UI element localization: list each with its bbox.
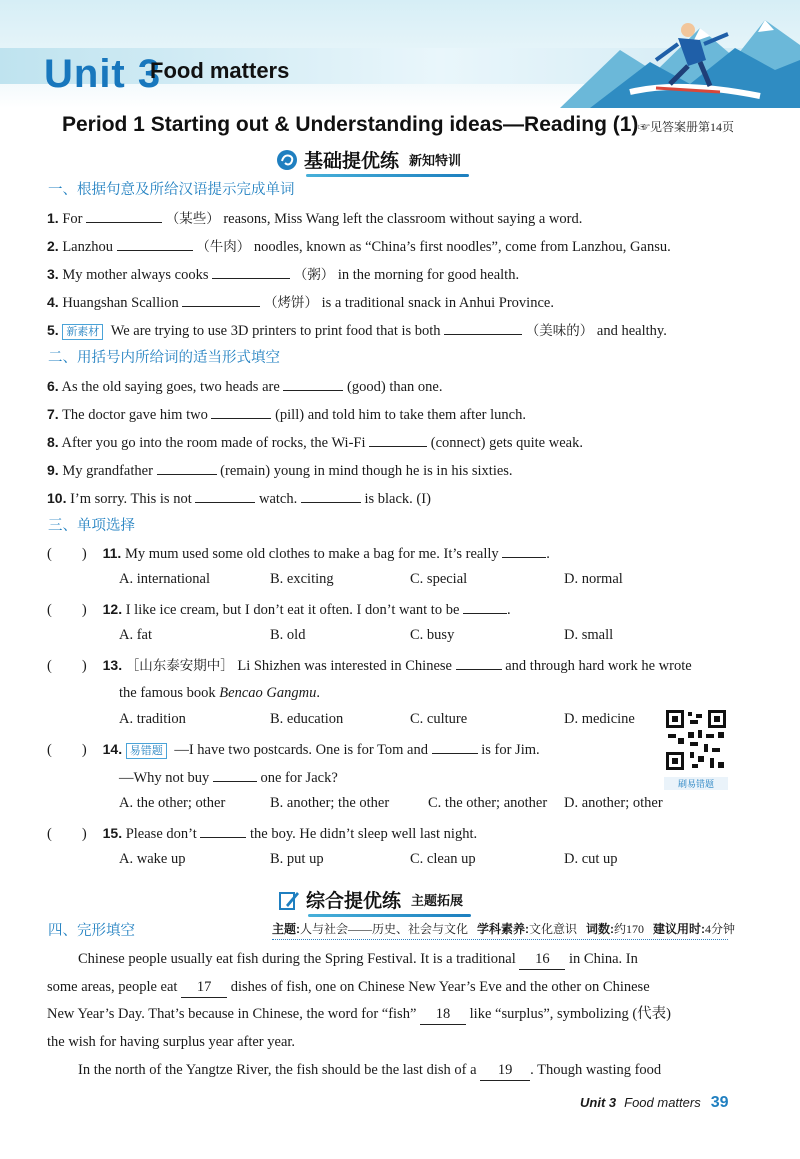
question-number: 8. xyxy=(47,434,59,450)
question-number: 9. xyxy=(47,462,59,478)
swirl-badge-icon xyxy=(276,149,298,171)
answer-blank[interactable] xyxy=(432,739,478,754)
passage-info-bar xyxy=(272,919,736,940)
chinese-hint: （牛肉） xyxy=(196,239,251,254)
question-7 xyxy=(47,404,526,425)
question-text: the famous book xyxy=(119,685,216,701)
question-text: Li Shizhen was interested in Chinese xyxy=(237,658,452,674)
answer-reference xyxy=(638,118,734,135)
question-text: The doctor gave him two xyxy=(62,407,208,423)
question-text: watch. xyxy=(258,491,298,507)
hand-pointer-icon: ☞ xyxy=(638,120,651,134)
answer-paren[interactable]: ( ) xyxy=(47,546,87,562)
option-a[interactable]: A. international xyxy=(119,571,211,587)
question-number: 4. xyxy=(47,294,59,310)
question-5 xyxy=(47,320,667,341)
question-1 xyxy=(47,208,582,229)
period-title: Period 1 Starting out & Understanding ideas—Reading (1) xyxy=(62,113,639,136)
answer-blank[interactable] xyxy=(502,543,546,558)
question-14 xyxy=(47,739,540,760)
option-b[interactable]: B. old xyxy=(270,627,306,643)
theme-value: 人与社会——历史、社会与文化 xyxy=(300,922,469,936)
option-d[interactable]: D. medicine xyxy=(564,711,635,727)
answer-reference-text: 见答案册第14页 xyxy=(650,120,735,134)
question-number: 11. xyxy=(102,545,122,561)
question-number: 15. xyxy=(102,825,123,841)
question-9 xyxy=(47,460,513,481)
page-footer xyxy=(580,1094,729,1112)
mountain-skier-illustration xyxy=(560,0,800,108)
page-number: 39 xyxy=(710,1094,729,1111)
word-count-value: 约170 xyxy=(614,922,645,936)
option-c[interactable]: C. busy xyxy=(410,627,455,643)
question-10 xyxy=(47,488,431,509)
option-b[interactable]: B. put up xyxy=(270,851,324,867)
answer-blank[interactable] xyxy=(212,264,290,279)
qr-code-icon xyxy=(664,708,728,772)
answer-blank[interactable] xyxy=(117,236,193,251)
option-d[interactable]: D. small xyxy=(564,627,614,643)
question-8 xyxy=(47,432,583,453)
question-2 xyxy=(47,236,671,257)
question-number: 1. xyxy=(47,210,59,226)
part4-heading: 四、完形填空 xyxy=(48,923,135,939)
error-prone-tag: 易错题 xyxy=(126,743,167,759)
footer-unit: Unit 3 xyxy=(580,1095,617,1110)
question-13-line2: the famous book Bencao Gangmu. xyxy=(119,685,320,701)
qr-code[interactable] xyxy=(664,708,728,788)
question-number: 7. xyxy=(47,406,59,422)
answer-paren[interactable]: ( ) xyxy=(47,602,87,618)
option-c[interactable]: C. culture xyxy=(410,711,468,727)
answer-blank[interactable] xyxy=(456,655,502,670)
answer-blank[interactable] xyxy=(157,460,217,475)
question-text: the boy. He didn’t sleep well last night. xyxy=(249,826,478,842)
question-number: 5. xyxy=(47,322,59,338)
question-text: and through hard work he wrote xyxy=(505,658,692,674)
word-count-label: 词数: xyxy=(586,922,615,936)
question-13 xyxy=(47,655,692,676)
literacy-label: 学科素养: xyxy=(477,922,530,936)
part1-heading: 一、根据句意及所给汉语提示完成单词 xyxy=(48,182,295,198)
question-text: As the old saying goes, two heads are xyxy=(61,379,280,395)
question-text: Lanzhou xyxy=(62,239,114,255)
unit-banner xyxy=(0,0,800,108)
question-text: (pill) and told him to take them after lunch. xyxy=(275,407,526,423)
question-text: We are trying to use 3D printers to print food that is both xyxy=(110,323,441,339)
passage-line-1: Chinese people usually eat fish during the Spring Festival. It is a traditional 16 in China. In xyxy=(78,949,638,970)
question-text: I like ice cream, but I don’t eat it often. I don’t want to be xyxy=(125,602,460,618)
book-title: Bencao Gangmu xyxy=(219,685,317,701)
answer-paren[interactable]: ( ) xyxy=(47,742,87,758)
question-14-line2 xyxy=(119,767,338,788)
answer-blank[interactable] xyxy=(86,208,162,223)
cloze-blank-19[interactable]: 19 xyxy=(480,1060,530,1081)
question-text: My grandfather xyxy=(62,463,153,479)
question-text: My mum used some old clothes to make a bag for me. It’s really xyxy=(124,546,499,562)
time-value: 4分钟 xyxy=(705,922,736,936)
answer-blank[interactable] xyxy=(301,488,361,503)
question-number: 12. xyxy=(102,601,123,617)
theme-label: 主题: xyxy=(272,922,300,936)
option-c[interactable]: C. the other; another xyxy=(428,795,548,811)
question-number: 2. xyxy=(47,238,59,254)
chinese-hint: （烤饼） xyxy=(263,295,318,310)
cloze-blank-18[interactable]: 18 xyxy=(420,1004,466,1025)
section-subtitle: 新知特训 xyxy=(409,153,462,168)
question-number: 10. xyxy=(47,490,67,506)
cloze-blank-17[interactable]: 17 xyxy=(181,977,227,998)
passage-line-2: some areas, people eat 17 dishes of fish, one on Chinese New Year’s Eve and the other on Chinese xyxy=(47,977,650,998)
answer-blank[interactable] xyxy=(182,292,260,307)
question-text: Please don’t xyxy=(125,826,197,842)
question-text: For xyxy=(62,211,83,227)
answer-blank[interactable] xyxy=(211,404,271,419)
qr-caption: 刷易错题 xyxy=(664,777,728,790)
section-title: 基础提优练 xyxy=(304,151,400,172)
answer-paren[interactable]: ( ) xyxy=(47,658,87,674)
question-text: (connect) gets quite weak. xyxy=(430,435,583,451)
passage-line-3: New Year’s Day. That’s because in Chinese, the word for “fish” 18 like “surplus”, symbolizing (代表) xyxy=(47,1004,671,1025)
section-banner-basic xyxy=(276,146,461,173)
option-d[interactable]: D. another; other xyxy=(564,795,663,811)
question-text: (remain) young in mind though he is in his sixties. xyxy=(220,463,513,479)
question-11: ( ) 11. My mum used some old clothes to make a bag for me. It’s really . xyxy=(47,545,550,562)
question-text: —Why not buy xyxy=(119,770,210,786)
section-title: 综合提优练 xyxy=(306,891,402,912)
question-text: Huangshan Scallion xyxy=(62,295,179,311)
answer-blank[interactable] xyxy=(200,823,246,838)
option-c[interactable]: C. clean up xyxy=(410,851,476,867)
question-text: (good) than one. xyxy=(347,379,443,395)
question-number: 6. xyxy=(47,378,59,394)
part3-heading: 三、单项选择 xyxy=(48,518,135,534)
option-b[interactable]: B. exciting xyxy=(270,571,334,587)
unit-title: Food matters xyxy=(150,58,290,83)
question-number: 14. xyxy=(102,741,123,757)
option-a[interactable]: A. wake up xyxy=(119,851,186,867)
section-underline xyxy=(308,914,471,917)
question-text: and healthy. xyxy=(596,323,667,339)
passage-line-4: the wish for having surplus year after year. xyxy=(47,1034,296,1050)
question-3 xyxy=(47,264,519,285)
question-number: 3. xyxy=(47,266,59,282)
question-text: is for Jim. xyxy=(481,742,540,758)
option-a[interactable]: A. the other; other xyxy=(119,795,226,811)
new-material-tag: 新素材 xyxy=(62,324,103,340)
section-underline xyxy=(306,174,469,177)
question-text: reasons, Miss Wang left the classroom without saying a word. xyxy=(223,211,583,227)
question-text: in the morning for good health. xyxy=(337,267,520,283)
question-text: After you go into the room made of rocks, the Wi-Fi xyxy=(61,435,366,451)
question-text: one for Jack? xyxy=(260,770,338,786)
question-source: ［山东泰安期中］ xyxy=(125,658,234,673)
question-15 xyxy=(47,823,477,844)
question-text: My mother always cooks xyxy=(62,267,209,283)
option-a[interactable]: A. fat xyxy=(119,627,153,643)
question-text: noodles, known as “China’s first noodles”, come from Lanzhou, Gansu. xyxy=(253,239,671,255)
question-text: is black. (I) xyxy=(364,491,431,507)
option-d[interactable]: D. normal xyxy=(564,571,623,587)
question-4 xyxy=(47,292,554,313)
option-d[interactable]: D. cut up xyxy=(564,851,618,867)
cloze-blank-16[interactable]: 16 xyxy=(519,949,565,970)
section-subtitle: 主题拓展 xyxy=(411,893,464,908)
answer-blank[interactable] xyxy=(213,767,257,782)
answer-blank[interactable] xyxy=(444,320,522,335)
chinese-hint: （某些） xyxy=(165,211,220,226)
question-text: is a traditional snack in Anhui Province. xyxy=(321,295,554,311)
literacy-value: 文化意识 xyxy=(529,922,578,936)
footer-title: Food matters xyxy=(624,1095,701,1110)
pencil-paper-icon xyxy=(278,889,300,911)
question-text: I’m sorry. This is not xyxy=(70,491,192,507)
answer-blank[interactable] xyxy=(369,432,427,447)
passage-line-5: In the north of the Yangtze River, the fish should be the last dish of a 19 . Though wasting food xyxy=(78,1060,661,1081)
option-a[interactable]: A. tradition xyxy=(119,711,186,727)
unit-number: Unit 3 xyxy=(44,52,162,96)
question-text: —I have two postcards. One is for Tom and xyxy=(174,742,428,758)
answer-blank[interactable] xyxy=(463,599,507,614)
question-number: 13. xyxy=(102,657,123,673)
answer-blank[interactable] xyxy=(195,488,255,503)
answer-paren[interactable]: ( ) xyxy=(47,826,87,842)
option-b[interactable]: B. education xyxy=(270,711,344,727)
chinese-hint: （粥） xyxy=(293,267,335,282)
part2-heading: 二、用括号内所给词的适当形式填空 xyxy=(48,350,280,366)
chinese-hint: （美味的） xyxy=(525,323,594,338)
option-c[interactable]: C. special xyxy=(410,571,468,587)
time-label: 建议用时: xyxy=(653,922,706,936)
option-b[interactable]: B. another; the other xyxy=(270,795,390,811)
answer-blank[interactable] xyxy=(283,376,343,391)
section-banner-comprehensive xyxy=(278,886,463,913)
question-6 xyxy=(47,376,442,397)
question-12: ( ) 12. I like ice cream, but I don’t eat it often. I don’t want to be . xyxy=(47,601,511,618)
